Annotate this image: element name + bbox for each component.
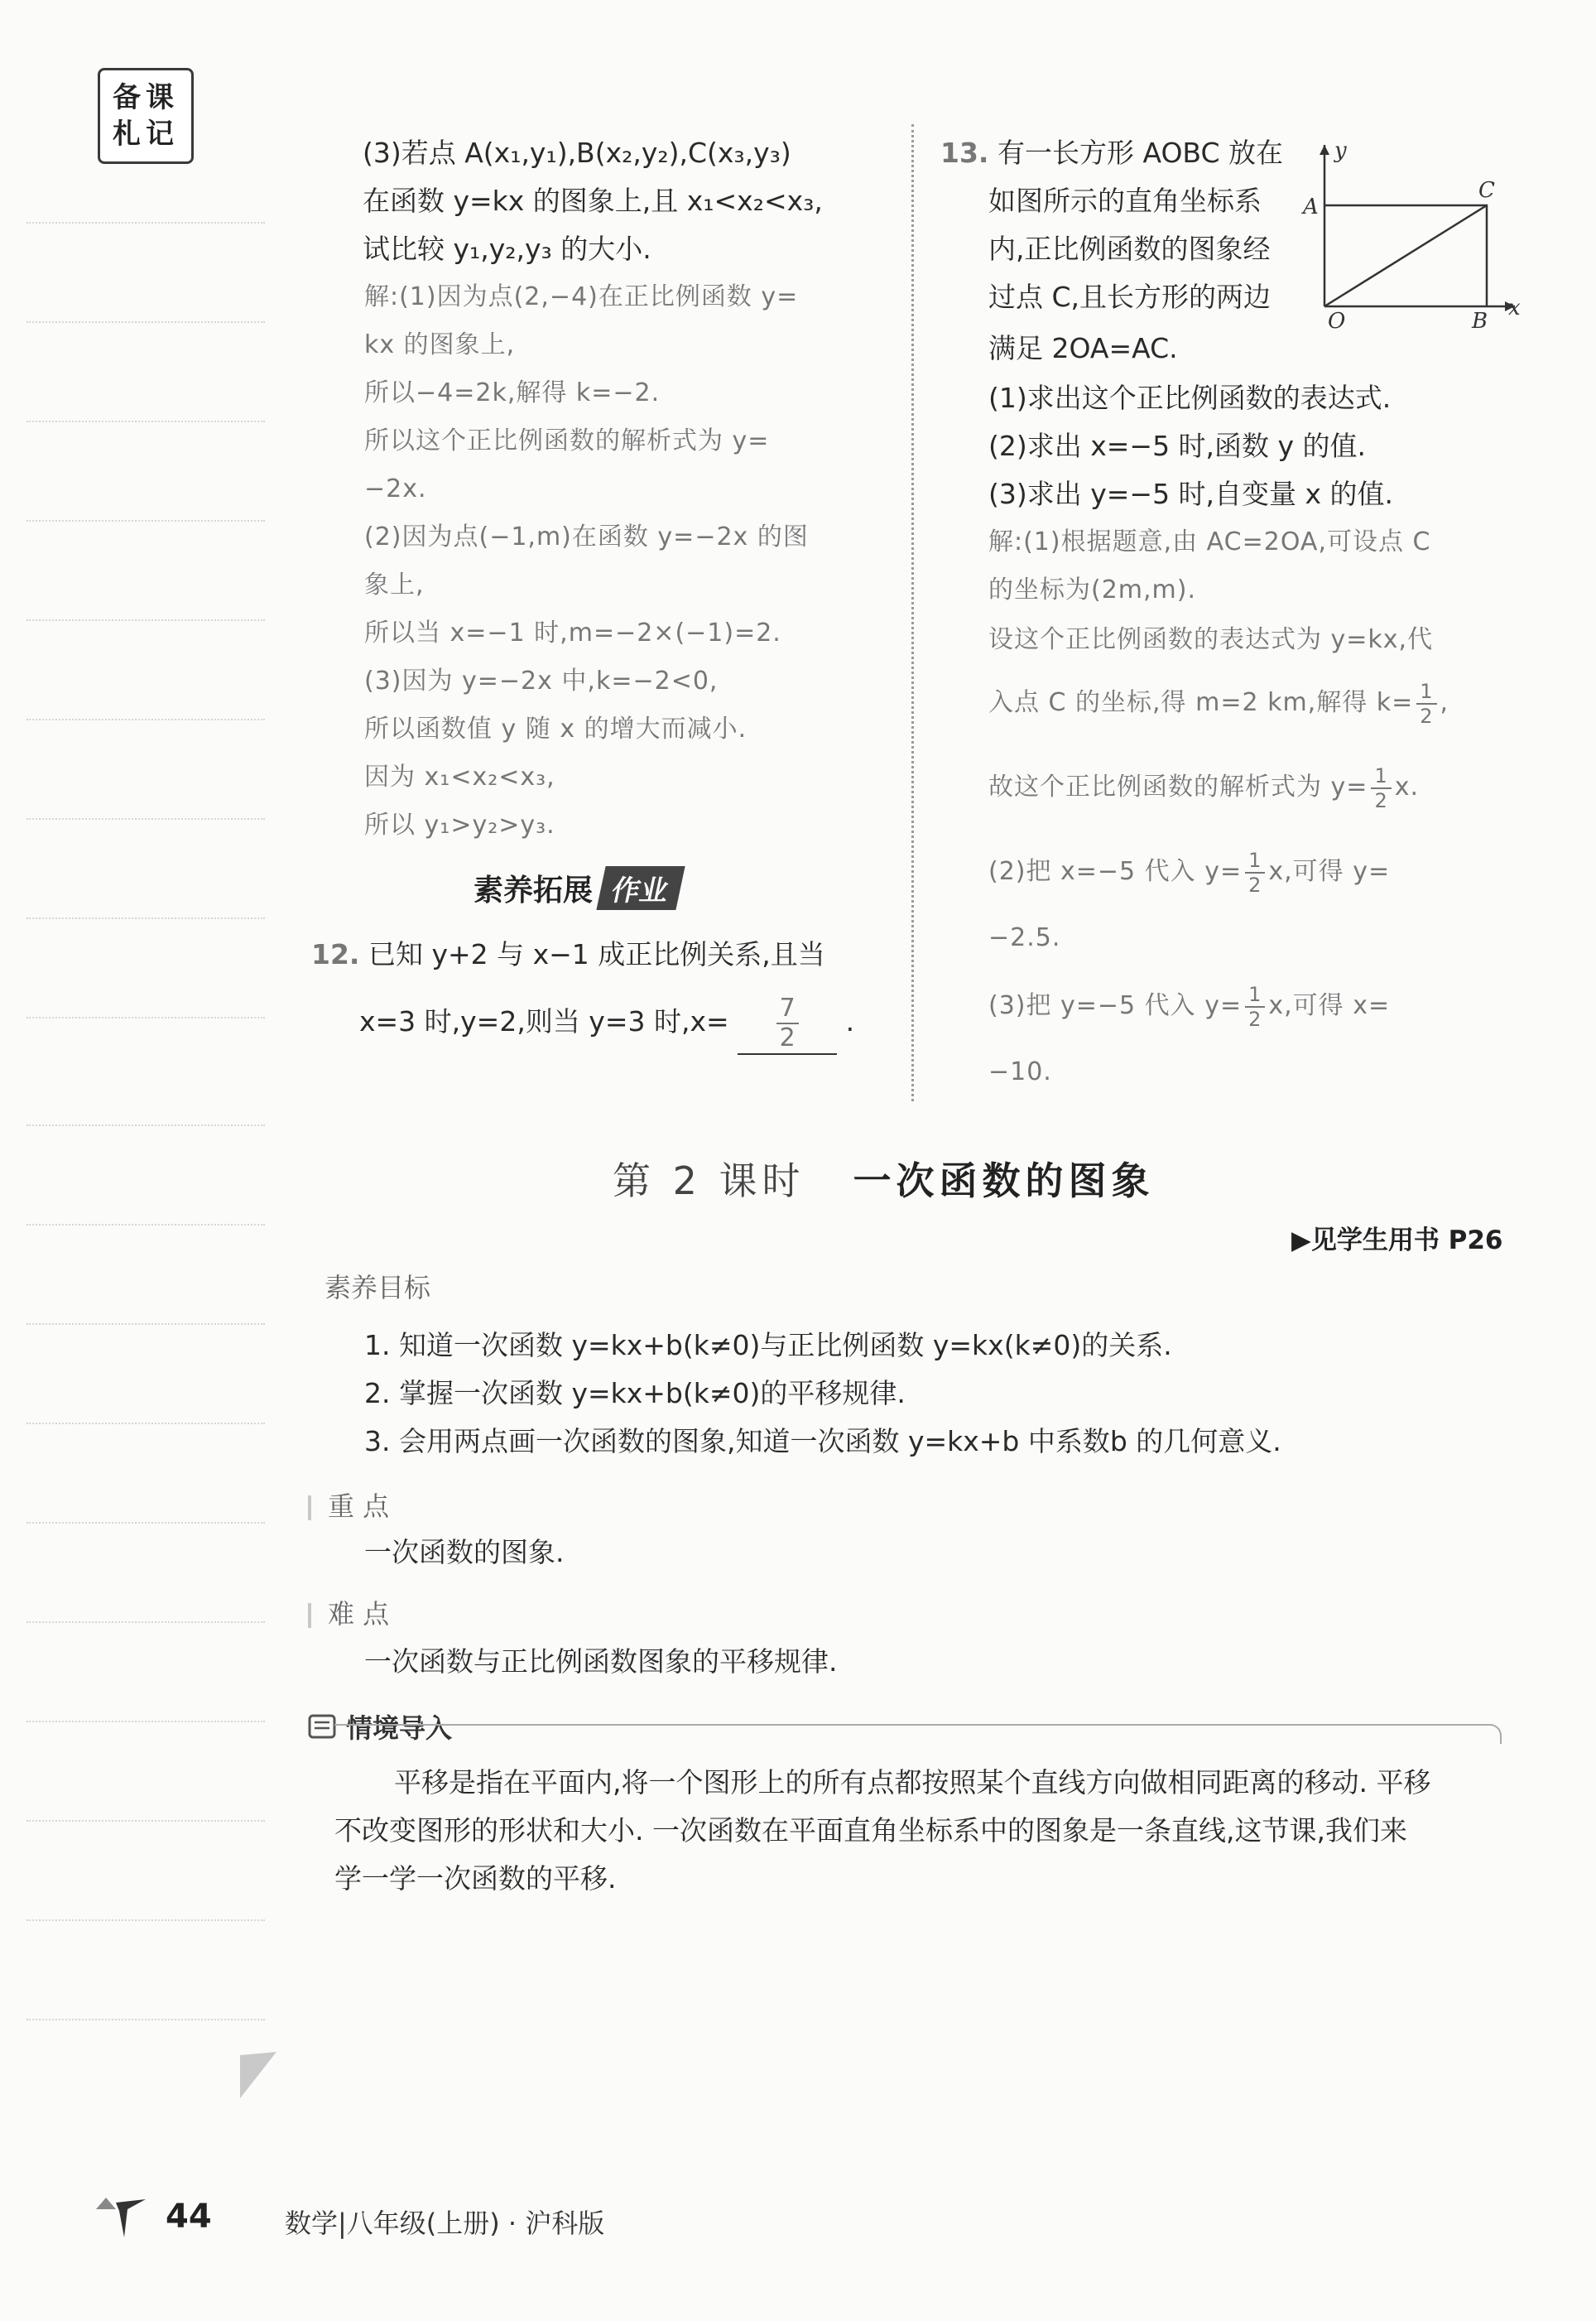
book-title: 数学|八年级(上册) · 沪科版 [285,2208,605,2239]
tag-bar [308,1495,311,1520]
solution-line: −2.5. [988,923,1061,952]
solution-line: 象上, [364,571,425,600]
solution-line: 所以−4=2k,解得 k=−2. [364,378,661,407]
coordinate-graph [1291,132,1540,331]
column-divider [911,124,914,1101]
goals-header: 素养目标 [324,1272,431,1303]
intro-paragraph: 平移是指在平面内,将一个图形上的所有点都按照某个直线方向做相同距离的移动. 平移 [394,1766,1431,1799]
solution-line: 的坐标为(2m,m). [988,575,1197,604]
q13-line: 内,正比例函数的图象经 [988,233,1271,265]
section-banner [474,866,732,909]
solution-line: (2)把 x=−5 代入 y= $\frac{1}{2}$ x,可得 y= [988,848,1391,897]
solution-line: 入点 C 的坐标,得 m=2 km,解得 k= $\frac{1}{2}$ , [988,679,1449,728]
book-icon [308,1712,336,1741]
badge-line1: 备课 [113,81,179,114]
solution-line: 故这个正比例函数的解析式为 y= $\frac{1}{2}$ x. [988,763,1420,812]
difficulty-text: 一次函数与正比例函数图象的平移规律. [364,1645,838,1678]
q13-number: 13. [940,137,989,169]
solution-line: 所以 y₁>y₂>y₃. [364,811,555,840]
q12-line2 [359,990,854,1055]
solution-line: −2x. [364,474,427,503]
solution-line: (2)因为点(−1,m)在函数 y=−2x 的图 [364,522,809,551]
note-line [26,1224,265,1226]
note-line [26,1820,265,1822]
q3-line3: 试比较 y₁,y₂,y₃ 的大小. [363,233,651,265]
solution-line: (3)把 y=−5 代入 y= $\frac{1}{2}$ x,可得 x= [988,982,1391,1031]
intro-paragraph: 学一学一次函数的平移. [334,1862,617,1895]
note-line [26,321,265,323]
solution-line: 设这个正比例函数的表达式为 y=kx,代 [988,625,1434,654]
goal-item: 2. 掌握一次函数 y=kx+b(k≠0)的平移规律. [364,1377,906,1409]
lesson-name: 一次函数的图象 [853,1158,1155,1203]
q3-line1: (3)若点 A(x₁,y₁),B(x₂,y₂),C(x₃,y₃) [363,137,791,169]
solution-line: (3)因为 y=−2x 中,k=−2<0, [364,667,719,696]
note-line [26,1017,265,1018]
note-line [26,917,265,919]
note-line [26,1423,265,1424]
y-axis-label: y [1334,138,1347,163]
solution-line: −10. [988,1057,1052,1086]
q12-answer: $\frac{7}{2}$ [738,990,837,1055]
intro-paragraph: 不改变图形的形状和大小. 一次函数在平面直角坐标系中的图象是一条直线,这节课,我们来 [334,1814,1407,1847]
origin-label: O [1328,309,1346,331]
note-line [26,421,265,422]
solution-line: 解:(1)根据题意,由 AC=2OA,可设点 C [988,527,1431,556]
note-line [26,818,265,820]
solution-line: kx 的图象上, [364,330,516,359]
q12-text2: x=3 时,y=2,则当 y=3 时,x= [359,1005,729,1038]
q13-part3: (3)求出 y=−5 时,自变量 x 的值. [988,478,1394,510]
note-line [26,1522,265,1524]
badge-line2: 札记 [113,118,179,151]
key-text: 一次函数的图象. [364,1536,565,1568]
note-line [26,222,265,224]
banner-label: 素养拓展 [474,873,594,908]
footer-ornament-icon [91,2191,149,2241]
lesson-title [613,1151,1155,1206]
page-number: 44 [166,2198,212,2236]
intro-frame [334,1724,1502,1744]
note-line [26,1721,265,1722]
note-line [26,1919,265,1921]
lesson-number: 第 2 课时 [613,1158,805,1203]
q13-line: 过点 C,且长方形的两边 [988,281,1272,313]
q13-text: 有一长方形 AOBC 放在 [997,137,1284,169]
q13-line1 [940,129,1283,177]
note-line [26,2019,265,2020]
q13-line: 如图所示的直角坐标系 [988,185,1262,217]
point-a-label: A [1303,195,1319,219]
solution-line: 所以这个正比例函数的解析式为 y= [364,426,770,455]
x-axis-label: x [1508,296,1521,320]
point-c-label: C [1478,178,1495,203]
goal-item: 1. 知道一次函数 y=kx+b(k≠0)与正比例函数 y=kx(k≠0)的关系. [364,1329,1172,1361]
goal-item: 3. 会用两点画一次函数的图象,知道一次函数 y=kx+b 中系数b 的几何意义. [364,1425,1281,1457]
solution-line: 所以函数值 y 随 x 的增大而减小. [364,715,748,744]
book-reference: ▶见学生用书 P26 [1291,1226,1503,1255]
note-line [26,1621,265,1623]
q3-line2: 在函数 y=kx 的图象上,且 x₁<x₂<x₃, [363,185,823,217]
q13-part1: (1)求出这个正比例函数的表达式. [988,382,1392,414]
note-line [26,719,265,720]
corner-decoration [240,2052,280,2102]
q12-number: 12. [311,938,360,970]
solution-line: 所以当 x=−1 时,m=−2×(−1)=2. [364,619,781,648]
note-line [26,520,265,522]
q13-part2: (2)求出 x=−5 时,函数 y 的值. [988,430,1367,462]
q12-text: 已知 y+2 与 x−1 成正比例关系,且当 [368,938,825,970]
key-header: 重 点 [308,1486,389,1524]
solution-line: 因为 x₁<x₂<x₃, [364,763,555,792]
notes-badge [98,68,194,164]
tag-bar [308,1603,311,1628]
note-line [26,1124,265,1126]
point-b-label: B [1472,309,1488,331]
banner-tag: 作业 [596,866,685,910]
q13-line: 满足 2OA=AC. [988,332,1178,364]
q12-line1 [311,931,825,979]
solution-line: 解:(1)因为点(2,−4)在正比例函数 y= [364,282,799,311]
note-line [26,1323,265,1325]
q12-end: . [845,1005,855,1038]
intro-header: 情境导入 [308,1707,452,1746]
difficulty-header: 难 点 [308,1593,389,1631]
note-line [26,619,265,621]
